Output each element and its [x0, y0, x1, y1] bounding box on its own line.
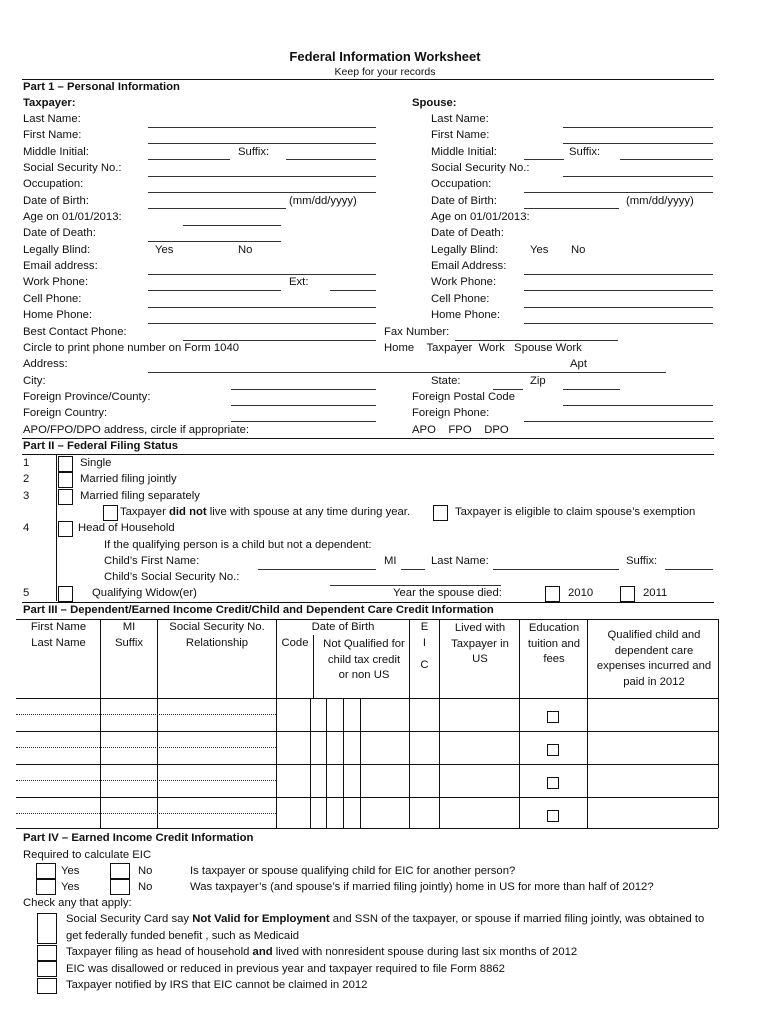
taxpayer-suffix-field[interactable]	[286, 159, 376, 160]
zip-field[interactable]	[563, 389, 620, 390]
mfj-label: Married filing jointly	[80, 473, 177, 485]
taxpayer-ssn-label: Social Security No.:	[23, 162, 122, 174]
divider	[16, 731, 718, 732]
year-2011-checkbox[interactable]	[620, 586, 635, 602]
taxpayer-occupation-label: Occupation:	[23, 178, 84, 190]
taxpayer-age-field[interactable]	[183, 225, 281, 226]
foreign-country-field[interactable]	[231, 421, 376, 422]
spouse-occupation-label: Occupation:	[431, 178, 492, 190]
education-checkbox[interactable]	[547, 711, 559, 723]
taxpayer-blind-yes[interactable]: Yes	[155, 244, 174, 256]
fax-field[interactable]	[455, 340, 618, 341]
mfs-checkbox[interactable]	[58, 489, 73, 505]
taxpayer-cell-phone-field[interactable]	[148, 307, 376, 308]
spouse-last-name-label: Last Name:	[431, 113, 489, 125]
spouse-middle-initial-field[interactable]	[524, 159, 564, 160]
divider	[16, 797, 718, 798]
spouse-cell-phone-label: Cell Phone:	[431, 293, 490, 305]
year-2010-label: 2010	[568, 587, 594, 599]
single-label: Single	[80, 457, 112, 469]
foreign-postal-label: Foreign Postal Code	[412, 391, 515, 403]
spouse-email-field[interactable]	[524, 274, 713, 275]
spouse-work-phone-field[interactable]	[524, 290, 713, 291]
eic-q2-yes-checkbox[interactable]	[36, 879, 56, 895]
divider	[22, 79, 714, 80]
child-ssn-field[interactable]	[330, 585, 501, 586]
foreign-province-field[interactable]	[231, 405, 376, 406]
eic-condition-1-checkbox[interactable]	[37, 913, 57, 944]
spouse-middle-initial-label: Middle Initial:	[431, 146, 497, 158]
divider	[343, 698, 344, 828]
taxpayer-ext-field[interactable]	[330, 290, 376, 291]
spouse-age-label: Age on 01/01/2013:	[431, 211, 530, 223]
best-contact-label: Best Contact Phone:	[23, 326, 127, 338]
taxpayer-first-name-field[interactable]	[148, 143, 376, 144]
spouse-blind-label: Legally Blind:	[431, 244, 499, 256]
col-e: E	[420, 621, 429, 633]
taxpayer-cell-phone-label: Cell Phone:	[23, 293, 82, 305]
year-died-label: Year the spouse died:	[393, 587, 502, 599]
eligible-exemption-checkbox[interactable]	[433, 505, 448, 521]
page-subtitle: Keep for your records	[334, 66, 436, 78]
table-bottom-border	[16, 828, 718, 829]
child-suffix-field[interactable]	[665, 569, 713, 570]
col-dob: Date of Birth	[311, 621, 375, 633]
status-number: 2	[23, 473, 30, 485]
taxpayer-email-field[interactable]	[148, 274, 376, 275]
eic-q2-no-label: No	[138, 881, 153, 893]
spouse-cell-phone-field[interactable]	[524, 307, 713, 308]
page-title: Federal Information Worksheet	[289, 49, 481, 64]
eic-condition-4-text: Taxpayer notified by IRS that EIC cannot be claimed in 2012	[66, 979, 368, 991]
divider	[16, 764, 718, 765]
row-divider	[16, 813, 276, 814]
spouse-home-phone-label: Home Phone:	[431, 309, 501, 321]
col-education: Education tuition and fees	[527, 622, 581, 665]
divider	[22, 438, 714, 439]
spouse-blind-yes[interactable]: Yes	[530, 244, 549, 256]
taxpayer-dob-format: (mm/dd/yyyy)	[289, 195, 357, 207]
col-c: C	[420, 659, 429, 671]
eic-q2-no-checkbox[interactable]	[110, 879, 130, 895]
taxpayer-email-label: Email address:	[23, 260, 98, 272]
divider	[22, 454, 714, 455]
status-number: 3	[23, 490, 30, 502]
taxpayer-last-name-field[interactable]	[148, 127, 376, 128]
status-number: 4	[23, 522, 30, 534]
spouse-dob-label: Date of Birth:	[431, 195, 497, 207]
year-2010-checkbox[interactable]	[545, 586, 560, 602]
mfj-checkbox[interactable]	[58, 472, 73, 488]
foreign-country-label: Foreign Country:	[23, 407, 108, 419]
phone-options[interactable]: Home Taxpayer Work Spouse Work	[384, 342, 582, 354]
qualifying-child-text: If the qualifying person is a child but not a dependent:	[104, 539, 372, 551]
did-not-live-checkbox[interactable]	[103, 505, 118, 521]
spouse-last-name-field[interactable]	[563, 127, 713, 128]
address-label: Address:	[23, 358, 68, 370]
row-divider	[16, 780, 276, 781]
did-not-live-label: Taxpayer did not live with spouse at any time during year.	[120, 506, 411, 518]
circle-phone-label: Circle to print phone number on Form 1040	[23, 342, 240, 354]
child-suffix-label: Suffix:	[626, 555, 658, 567]
widow-label: Qualifying Widow(er)	[92, 587, 197, 599]
spouse-home-phone-field[interactable]	[524, 323, 713, 324]
eic-q1-yes-label: Yes	[61, 865, 80, 877]
address-field[interactable]	[148, 372, 666, 373]
taxpayer-dod-label: Date of Death:	[23, 227, 96, 239]
child-mi-field[interactable]	[401, 569, 425, 570]
part2-heading: Part II – Federal Filing Status	[23, 440, 179, 452]
widow-checkbox[interactable]	[58, 586, 73, 602]
mfs-label: Married filing separately	[80, 490, 200, 502]
child-first-name-field[interactable]	[258, 569, 376, 570]
taxpayer-age-label: Age on 01/01/2013:	[23, 211, 122, 223]
divider	[56, 454, 57, 601]
foreign-phone-field[interactable]	[524, 421, 713, 422]
education-checkbox[interactable]	[547, 777, 559, 789]
eic-condition-1-text: Social Security Card say Not Valid for Employment and SSN of the taxpayer, or spouse if married filing jointly, was obtained to	[66, 913, 705, 925]
table-top-border	[16, 619, 718, 620]
apo-options[interactable]: APO FPO DPO	[412, 424, 509, 436]
spouse-work-phone-label: Work Phone:	[431, 276, 497, 288]
state-label: State:	[431, 375, 461, 387]
divider	[310, 698, 311, 828]
taxpayer-home-phone-field[interactable]	[148, 323, 376, 324]
taxpayer-blind-label: Legally Blind:	[23, 244, 91, 256]
eic-condition-4-checkbox[interactable]	[37, 978, 57, 994]
child-ssn-label: Child’s Social Security No.:	[104, 571, 240, 583]
col-not-qualified: Not Qualified for child tax credit or non US	[323, 638, 405, 681]
col-code: Code	[281, 637, 309, 649]
spouse-suffix-field[interactable]	[620, 159, 713, 160]
hoh-label: Head of Household	[78, 522, 175, 534]
check-any-label: Check any that apply:	[23, 897, 132, 909]
eic-q1-no-label: No	[138, 865, 153, 877]
foreign-postal-field[interactable]	[563, 405, 713, 406]
divider	[718, 619, 719, 828]
child-last-name-label: Last Name:	[431, 555, 489, 567]
col-ssn: Social Security No.	[169, 621, 265, 633]
child-first-name-label: Child’s First Name:	[104, 555, 200, 567]
spouse-heading: Spouse:	[412, 97, 457, 109]
spouse-dob-field[interactable]	[524, 208, 619, 209]
education-checkbox[interactable]	[547, 810, 559, 822]
taxpayer-first-name-label: First Name:	[23, 129, 82, 141]
col-relationship: Relationship	[185, 637, 249, 649]
taxpayer-occupation-field[interactable]	[148, 192, 376, 193]
taxpayer-middle-initial-label: Middle Initial:	[23, 146, 89, 158]
status-number: 5	[23, 587, 30, 599]
spouse-first-name-field[interactable]	[563, 143, 713, 144]
child-mi-label: MI	[384, 555, 397, 567]
col-lived: Lived with Taxpayer in US	[451, 622, 509, 665]
eic-condition-2-text: Taxpayer filing as head of household and lived with nonresident spouse during last six months of 2012	[66, 946, 578, 958]
apt-label: Apt	[570, 358, 587, 370]
divider	[313, 635, 314, 698]
child-last-name-field[interactable]	[493, 569, 619, 570]
spouse-first-name-label: First Name:	[431, 129, 490, 141]
eic-q1-text: Is taxpayer or spouse qualifying child for EIC for another person?	[190, 865, 516, 877]
col-first-name: First Name	[30, 621, 87, 633]
divider	[326, 698, 327, 828]
single-checkbox[interactable]	[58, 456, 73, 472]
part3-heading: Part III – Dependent/Earned Income Credit/Child and Dependent Care Credit Information	[23, 604, 494, 616]
spouse-ssn-field[interactable]	[563, 176, 713, 177]
taxpayer-home-phone-label: Home Phone:	[23, 309, 93, 321]
spouse-email-label: Email Address:	[431, 260, 507, 272]
col-last-name: Last Name	[31, 637, 86, 649]
divider	[360, 698, 361, 828]
taxpayer-suffix-label: Suffix:	[238, 146, 270, 158]
year-2011-label: 2011	[643, 587, 668, 599]
eic-condition-3-text: EIC was disallowed or reduced in previous year and taxpayer required to file Form 8862	[66, 963, 505, 975]
spouse-dob-format: (mm/dd/yyyy)	[626, 195, 694, 207]
spouse-dod-label: Date of Death:	[431, 227, 504, 239]
taxpayer-last-name-label: Last Name:	[23, 113, 81, 125]
col-qualified: Qualified child and dependent care expenses incurred and paid in 2012	[596, 629, 712, 689]
best-contact-field[interactable]	[183, 340, 376, 341]
foreign-province-label: Foreign Province/County:	[23, 391, 151, 403]
row-divider	[16, 714, 276, 715]
eic-q2-yes-label: Yes	[61, 881, 80, 893]
eic-q1-no-checkbox[interactable]	[110, 863, 130, 879]
taxpayer-dob-field[interactable]	[148, 208, 286, 209]
spouse-occupation-field[interactable]	[524, 192, 713, 193]
eic-q1-yes-checkbox[interactable]	[36, 863, 56, 879]
part1-heading: Part 1 – Personal Information	[23, 81, 180, 93]
divider	[16, 698, 718, 699]
city-field[interactable]	[231, 389, 376, 390]
taxpayer-work-phone-field[interactable]	[148, 290, 281, 291]
education-checkbox[interactable]	[547, 744, 559, 756]
eic-q2-text: Was taxpayer’s (and spouse’s if married filing jointly) home in US for more than half of 2012?	[190, 881, 654, 893]
city-label: City:	[23, 375, 46, 387]
taxpayer-dod-field[interactable]	[148, 241, 281, 242]
apo-label: APO/FPO/DPO address, circle if appropriate:	[23, 424, 250, 436]
hoh-checkbox[interactable]	[58, 521, 73, 537]
eligible-exemption-label: Taxpayer is eligible to claim spouse’s exemption	[455, 506, 696, 518]
row-divider	[16, 747, 276, 748]
spouse-blind-no[interactable]: No	[571, 244, 586, 256]
taxpayer-dob-label: Date of Birth:	[23, 195, 89, 207]
fax-label: Fax Number:	[384, 326, 450, 338]
spouse-ssn-label: Social Security No.:	[431, 162, 530, 174]
taxpayer-ext-label: Ext:	[289, 276, 309, 288]
taxpayer-middle-initial-field[interactable]	[148, 159, 230, 160]
divider	[22, 602, 714, 603]
spouse-suffix-label: Suffix:	[569, 146, 601, 158]
taxpayer-blind-no[interactable]: No	[238, 244, 253, 256]
col-mi: MI	[122, 621, 136, 633]
status-number: 1	[23, 457, 30, 469]
foreign-phone-label: Foreign Phone:	[412, 407, 490, 419]
taxpayer-ssn-field[interactable]	[148, 176, 376, 177]
col-suffix: Suffix	[114, 637, 144, 649]
state-field[interactable]	[493, 389, 523, 390]
taxpayer-heading: Taxpayer:	[23, 97, 76, 109]
part4-heading: Part IV – Earned Income Credit Information	[23, 832, 254, 844]
taxpayer-work-phone-label: Work Phone:	[23, 276, 89, 288]
required-eic-label: Required to calculate EIC	[23, 849, 152, 861]
col-i: I	[422, 637, 427, 649]
eic-condition-2-checkbox[interactable]	[37, 945, 57, 961]
eic-condition-3-checkbox[interactable]	[37, 961, 57, 977]
zip-label: Zip	[530, 375, 546, 387]
eic-condition-1-text-cont: get federally funded benefit , such as Medicaid	[66, 930, 299, 942]
